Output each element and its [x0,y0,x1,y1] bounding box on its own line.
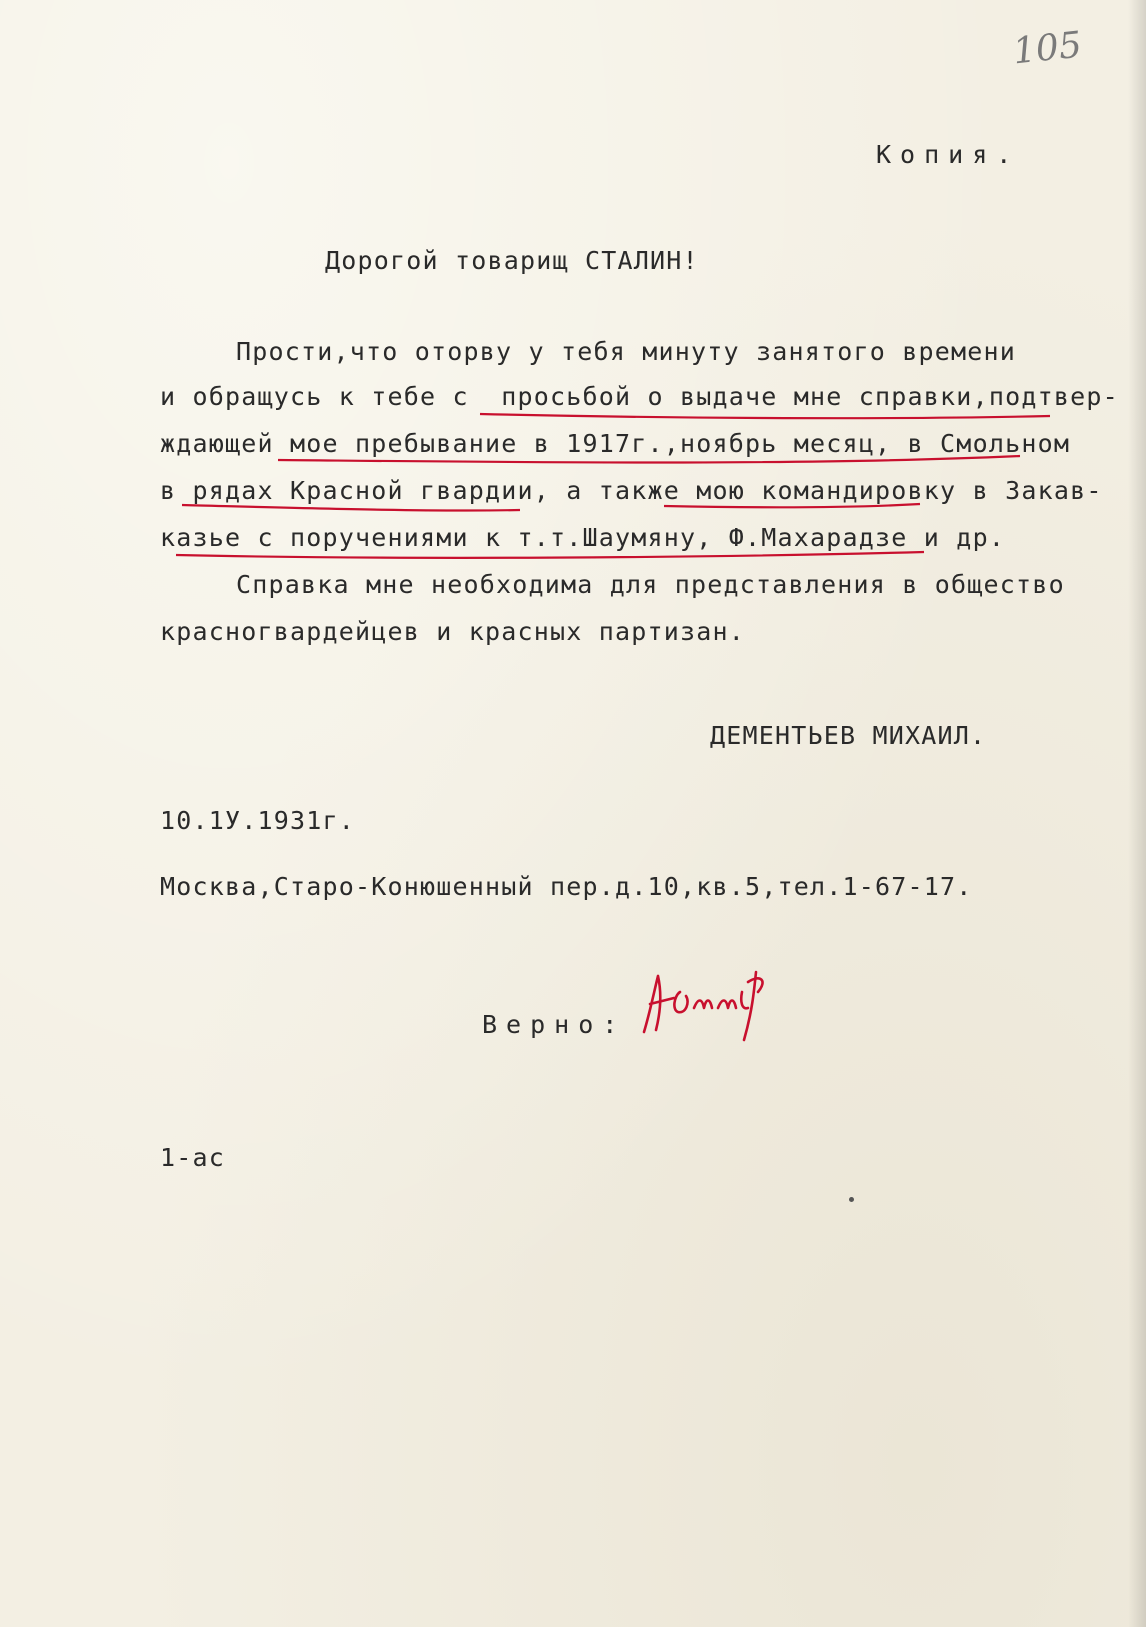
author-name: ДЕМЕНТЬЕВ МИХАИЛ. [710,721,987,750]
body-line: красногвардейцев и красных партизан. [160,617,746,646]
verified-label: Верно: [482,1010,627,1039]
body-line: Прости,что оторву у тебя минуту занятого времени [236,337,1017,366]
ink-dot [849,1197,854,1202]
body-line: казье с поручениями к т.т.Шаумяну, Ф.Махарадзе и др. [160,523,1006,552]
handwritten-signature [636,962,786,1042]
sender-address: Москва,Старо-Конюшенный пер.д.10,кв.5,тел.1-67-17. [160,872,973,901]
copy-label: Копия. [876,140,1021,169]
salutation: Дорогой товарищ СТАЛИН! [325,246,699,275]
body-line: ждающей мое пребывание в 1917г.,ноябрь месяц, в Смольном [160,429,1071,458]
body-line: Справка мне необходима для представления в общество [236,570,1065,599]
letter-date: 10.1У.1931г. [160,806,356,835]
body-line: в рядах Красной гвардии, а также мою командировку в Закав- [160,476,1103,505]
page-edge-shadow [1128,0,1146,1627]
reference-code: 1-ас [160,1143,226,1172]
page-number: 105 [1011,24,1084,73]
body-line: и обращусь к тебе с просьбой о выдаче мне справки,подтвер- [160,382,1119,411]
underline-mark [480,414,1050,418]
